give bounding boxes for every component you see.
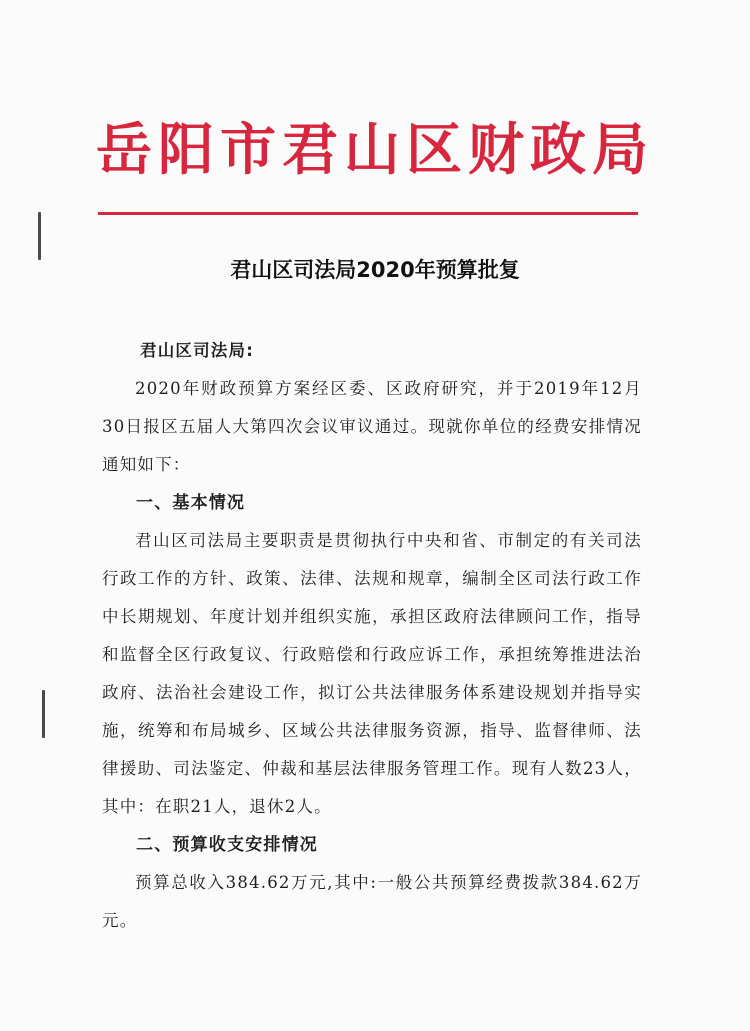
section-1-body: 君山区司法局主要职责是贯彻执行中央和省、市制定的有关司法行政工作的方针、政策、法律、法规和规章，编制全区司法行政工作中长期规划、年度计划并组织实施，承担区政府法律顾问工作，指导和监督全区行政复议、行政赔偿和行政应诉工作，承担统筹推进法治政府、法治社会建设工作，拟订公共法律服务体系建设规划并指导实施，统筹和布局城乡、区域公共法律服务资源，指导、监督律师、法律援助、司法鉴定、仲裁和基层法律服务管理工作。现有人数23人，其中：在职21人，退休2人。 (102, 531, 642, 816)
section-1-heading: 一、基本情况 (136, 493, 246, 513)
binding-mark-top (38, 212, 41, 260)
section-2-body: 预算总收入384.62万元,其中:一般公共预算经费拨款384.62万元。 (102, 873, 642, 930)
letterhead-red-rule (98, 212, 638, 215)
section-2-heading: 二、预算收支安排情况 (136, 835, 318, 855)
letterhead: 岳阳市君山区财政局 (96, 117, 654, 183)
intro-paragraph: 2020年财政预算方案经区委、区政府研究，并于2019年12月30日报区五届人大第四次会议审议通过。现就你单位的经费安排情况通知如下： (102, 379, 642, 474)
binding-mark-bottom (42, 690, 45, 738)
document-title: 君山区司法局2020年预算批复 (230, 258, 520, 282)
salutation: 君山区司法局: (140, 341, 254, 360)
document-body (102, 332, 642, 940)
